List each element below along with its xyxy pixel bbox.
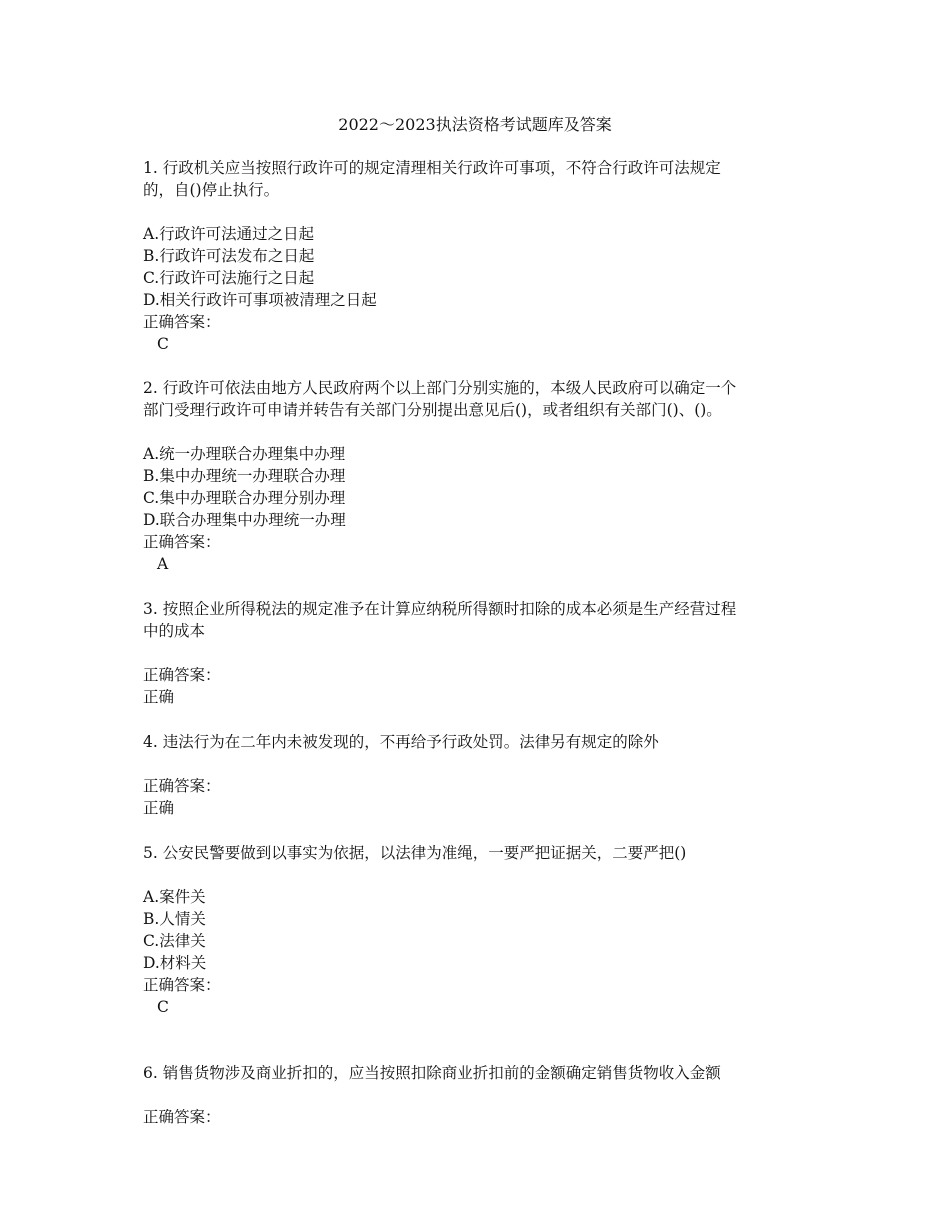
question-text: 中的成本 bbox=[143, 622, 206, 640]
question-text: 2. 行政许可依法由地方人民政府两个以上部门分别实施的，本级人民政府可以确定一个 bbox=[143, 379, 737, 397]
question-text: 4. 违法行为在二年内未被发现的，不再给予行政处罚。法律另有规定的除外 bbox=[143, 733, 659, 751]
question-text: 部门受理行政许可申请并转告有关部门分别提出意见后()，或者组织有关部门()、()。 bbox=[143, 401, 722, 419]
option-b: B.集中办理统一办理联合办理 bbox=[143, 467, 346, 485]
question-text: 5. 公安民警要做到以事实为依据，以法律为准绳，一要严把证据关，二要严把() bbox=[143, 844, 687, 862]
option-d: D.相关行政许可事项被清理之日起 bbox=[143, 291, 377, 309]
question-4 bbox=[143, 731, 813, 819]
question-3 bbox=[143, 598, 813, 708]
answer-label: 正确答案： bbox=[143, 666, 221, 684]
answer-value: C bbox=[157, 998, 169, 1016]
option-c: C.行政许可法施行之日起 bbox=[143, 269, 315, 287]
answer-value: 正确 bbox=[143, 688, 175, 706]
question-1 bbox=[143, 157, 813, 355]
document-title: 2022～2023执法资格考试题库及答案 bbox=[338, 115, 612, 134]
option-a: A.统一办理联合办理集中办理 bbox=[143, 445, 346, 463]
option-a: A.行政许可法通过之日起 bbox=[143, 225, 315, 243]
answer-label: 正确答案： bbox=[143, 533, 221, 551]
question-text: 6. 销售货物涉及商业折扣的，应当按照扣除商业折扣前的金额确定销售货物收入金额 bbox=[143, 1064, 721, 1082]
question-text: 3. 按照企业所得税法的规定准予在计算应纳税所得额时扣除的成本必须是生产经营过程 bbox=[143, 600, 737, 618]
answer-value: C bbox=[157, 335, 169, 353]
question-text: 的，自()停止执行。 bbox=[143, 181, 280, 199]
answer-label: 正确答案： bbox=[143, 976, 221, 994]
answer-label: 正确答案： bbox=[143, 1108, 221, 1126]
question-text: 1. 行政机关应当按照行政许可的规定清理相关行政许可事项，不符合行政许可法规定 bbox=[143, 159, 721, 177]
answer-label: 正确答案： bbox=[143, 313, 221, 331]
option-c: C.法律关 bbox=[143, 932, 206, 950]
question-2 bbox=[143, 377, 813, 575]
question-5 bbox=[143, 842, 813, 1018]
option-d: D.材料关 bbox=[143, 954, 207, 972]
option-c: C.集中办理联合办理分别办理 bbox=[143, 489, 346, 507]
answer-value: 正确 bbox=[143, 799, 175, 817]
answer-value: A bbox=[157, 555, 169, 573]
option-b: B.人情关 bbox=[143, 910, 206, 928]
option-b: B.行政许可法发布之日起 bbox=[143, 247, 315, 265]
question-6 bbox=[143, 1062, 813, 1128]
option-d: D.联合办理集中办理统一办理 bbox=[143, 511, 346, 529]
option-a: A.案件关 bbox=[143, 888, 206, 906]
answer-label: 正确答案： bbox=[143, 777, 221, 795]
